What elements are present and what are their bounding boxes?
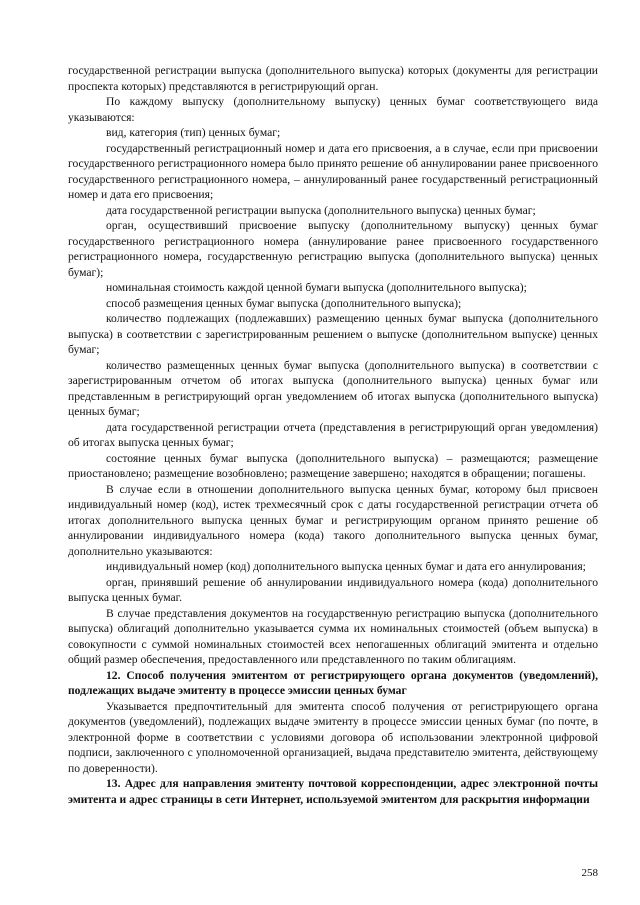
list-item-quantity-to-place: количество подлежащих (подлежавших) размещению ценных бумаг выпуска (дополнительного выпуска) в соответствии с зарегистрированным решением о выпуске (дополнительном выпуске) ценных бумаг;	[68, 312, 598, 356]
page-number: 258	[581, 867, 598, 879]
list-item-individual-number: индивидуальный номер (код) дополнительного выпуска ценных бумаг и дата его аннулирования;	[106, 560, 586, 573]
paragraph-bonds: В случае представления документов на государственную регистрацию выпуска (дополнительного выпуска) облигаций дополнительно указывается сумма их номинальных стоимостей (объем выпуска) в совокупности с суммой номинальных стоимостей всех непогашенных облигаций эмитента и отдельно общий размер обеспечения, предоставленного или представленного по таким облигациям.	[68, 606, 598, 666]
list-item-reg-number: государственный регистрационный номер и дата его присвоения, а в случае, если при присвоении государственного регистрационного номера было принято решение об аннулировании ранее присвоенного государственного регистрационного номера, – аннулированный ранее государственный регистрационный номер и дата его присвоения;	[68, 141, 598, 201]
list-item-quantity-placed: количество размещенных ценных бумаг выпуска (дополнительного выпуска) в соответствии с зарегистрированным отчетом об итогах выпуска (дополнительного выпуска) ценных бумаг или представленным в регистрирующий орган уведомлением об итогах выпуска (дополнительного выпуска) ценных бумаг;	[68, 358, 598, 418]
list-item-nominal-value: номинальная стоимость каждой ценной бумаги выпуска (дополнительного выпуска);	[106, 281, 527, 294]
paragraph-additional-issue: В случае если в отношении дополнительного выпуска ценных бумаг, которому был присвоен индивидуальный номер (код), истек трехмесячный срок с даты государственной регистрации отчета об итогах дополнительного выпуска ценных бумаг и регистрирующим органом принято решение об аннулировании индивидуального номера (кода) такого дополнительного выпуска ценных бумаг, дополнительно указываются:	[68, 482, 598, 558]
paragraph-intro: По каждому выпуску (дополнительному выпуску) ценных бумаг соответствующего вида указываются:	[68, 95, 598, 124]
list-item-placement-method: способ размещения ценных бумаг выпуска (дополнительного выпуска);	[106, 296, 462, 310]
list-item-report-date: дата государственной регистрации отчета (представления в регистрирующий орган уведомления) об итогах выпуска ценных бумаг;	[68, 420, 598, 449]
section-heading-12: 12. Способ получения эмитентом от регистрирующего органа документов (уведомлений), подлежащих выдаче эмитенту в процессе эмиссии ценных бумаг	[68, 668, 598, 697]
document-body	[68, 63, 598, 807]
list-item-reg-date: дата государственной регистрации выпуска (дополнительного выпуска) ценных бумаг;	[106, 203, 536, 217]
list-item-state: состояние ценных бумаг выпуска (дополнительного выпуска) – размещаются; размещение приостановлено; размещение возобновлено; размещение завершено; находятся в обращении; погашены.	[68, 451, 598, 480]
paragraph-continuation: государственной регистрации выпуска (дополнительного выпуска) которых (документы для регистрации проспекта которых) представляются в регистрирующий орган.	[68, 64, 598, 93]
section-heading-13: 13. Адрес для направления эмитенту почтовой корреспонденции, адрес электронной почты эмитента и адрес страницы в сети Интернет, используемой эмитентом для раскрытия информации	[68, 777, 598, 806]
paragraph-delivery-method: Указывается предпочтительный для эмитента способ получения от регистрирующего органа документов (уведомлений), подлежащих выдаче эмитенту в процессе эмиссии ценных бумаг (по почте, в электронной форме в соответствии с условиями договора об использовании электронной цифровой подписи, заключенного с уполномоченной организацией, выдача представителю эмитента, действующему по доверенности).	[68, 699, 598, 775]
list-item-authority: орган, осуществивший присвоение выпуску (дополнительному выпуску) ценных бумаг государственного регистрационного номера (аннулирование ранее присвоенного государственного регистрационного номера, государственную регистрацию выпуска (дополнительного выпуска) ценных бумаг);	[68, 219, 598, 279]
list-item-cancel-authority: орган, принявший решение об аннулировании индивидуального номера (кода) дополнительного выпуска ценных бумаг.	[68, 575, 598, 604]
list-item-type: вид, категория (тип) ценных бумаг;	[106, 126, 281, 139]
